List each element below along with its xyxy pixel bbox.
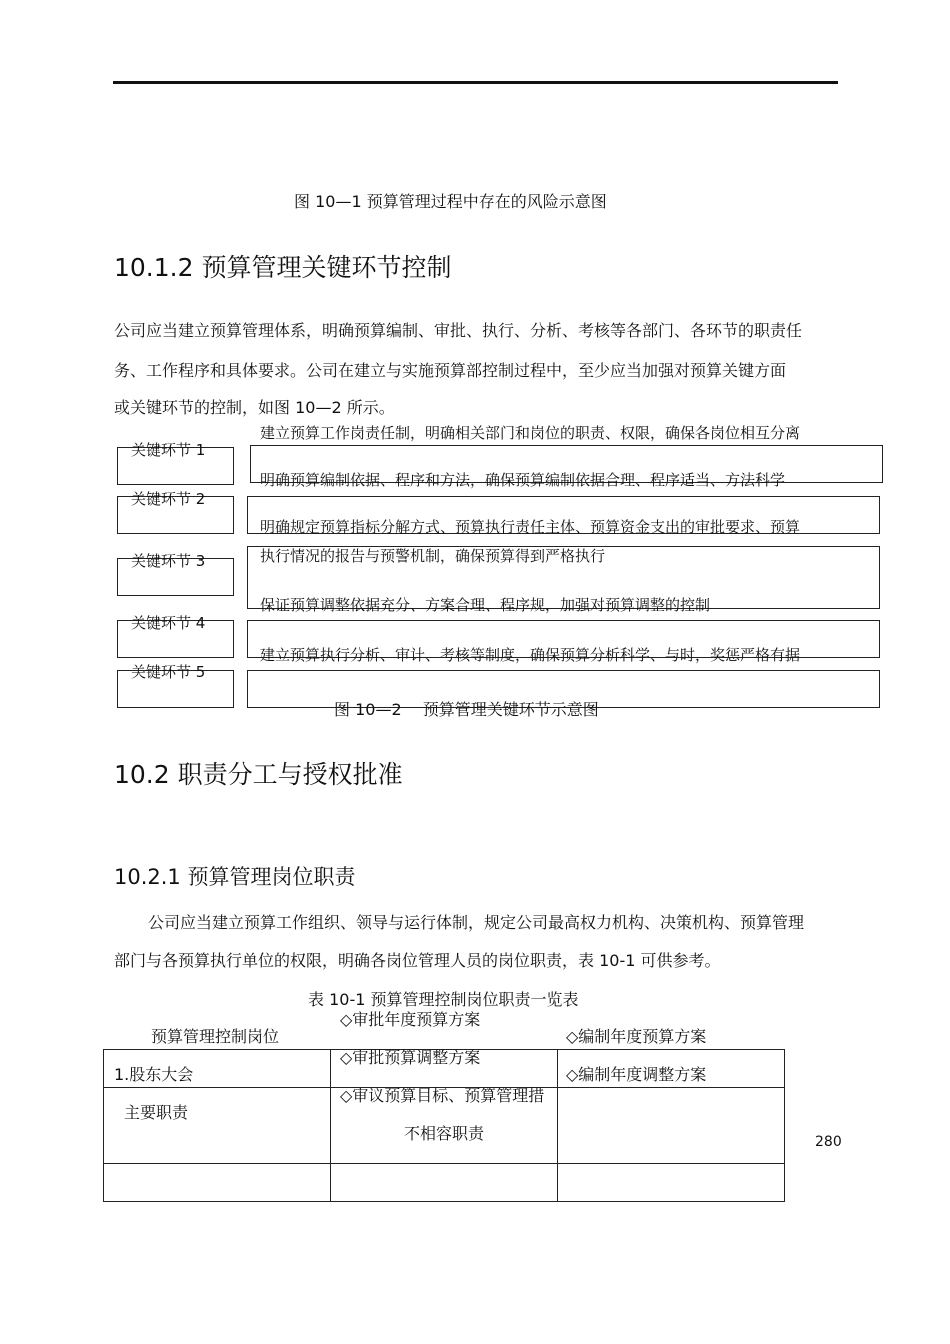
paragraph-2-line-1: 公司应当建立预算工作组织、领导与运行体制，规定公司最高权力机构、决策机构、预算管理 [148, 913, 805, 932]
step-3-desc-line-1: 明确规定预算指标分解方式、预算执行责任主体、预算资金支出的审批要求、预算 [260, 518, 801, 536]
table-rule-2 [103, 1163, 785, 1164]
section-heading-10-2-1: 10.2.1 预算管理岗位职责 [114, 865, 356, 889]
table-col-rule-1 [330, 1049, 331, 1202]
figure-1-caption: 图 10—1 预算管理过程中存在的风险示意图 [294, 192, 607, 211]
section-heading-10-2: 10.2 职责分工与授权批准 [114, 760, 403, 789]
step-4-label: 关键环节 4 [131, 614, 206, 632]
table-col3-item-2: ◇编制年度调整方案 [566, 1065, 707, 1084]
table-col-rule-right [784, 1049, 785, 1202]
step-1-label: 关键环节 1 [131, 441, 206, 459]
page-number: 280 [815, 1134, 842, 1150]
step-1-desc: 建立预算工作岗责任制，明确相关部门和岗位的职责、权限，确保各岗位相互分离 [260, 424, 801, 442]
paragraph-1-line-1: 公司应当建立预算管理体系，明确预算编制、审批、执行、分析、考核等各部门、各环节的职责任 [114, 321, 803, 340]
paragraph-1-line-3: 或关键环节的控制，如图 10—2 所示。 [114, 398, 395, 417]
step-3-desc-line-2: 执行情况的报告与预警机制，确保预算得到严格执行 [260, 547, 606, 565]
step-3-label: 关键环节 3 [131, 552, 206, 570]
step-2-desc: 明确预算编制依据、程序和方法，确保预算编制依据合理、程序适当、方法科学 [260, 471, 786, 489]
header-rule [113, 81, 838, 84]
paragraph-2-line-2: 部门与各预算执行单位的权限，明确各岗位管理人员的岗位职责，表 10-1 可供参考。 [114, 951, 721, 970]
table-cell-incompatible-duties: 不相容职责 [404, 1124, 485, 1143]
step-4-desc: 保证预算调整依据充分、方案合理、程序规，加强对预算调整的控制 [260, 596, 711, 614]
table-header-position: 预算管理控制岗位 [151, 1027, 280, 1046]
table-col-rule-left [103, 1049, 104, 1202]
table-col2-item-2: ◇审批预算调整方案 [340, 1048, 481, 1067]
step-2-label: 关键环节 2 [131, 490, 206, 508]
table-rule-bottom [103, 1201, 785, 1202]
step-5-label: 关键环节 5 [131, 663, 206, 681]
figure-2-caption: 图 10—2 预算管理关键环节示意图 [334, 700, 599, 719]
table-col2-item-1: ◇审批年度预算方案 [340, 1010, 481, 1029]
table-col-rule-2 [557, 1049, 558, 1202]
table-cell-shareholders: 1.股东大会 [114, 1065, 194, 1084]
section-heading-10-1-2: 10.1.2 预算管理关键环节控制 [114, 253, 452, 282]
step-5-desc: 建立预算执行分析、审计、考核等制度，确保预算分析科学、与时，奖惩严格有据 [260, 646, 801, 664]
paragraph-1-line-2: 务、工作程序和具体要求。公司在建立与实施预算部控制过程中，至少应当加强对预算关键方面 [114, 361, 787, 380]
table-col3-item-1: ◇编制年度预算方案 [566, 1027, 707, 1046]
table-title: 表 10-1 预算管理控制岗位职责一览表 [308, 990, 579, 1009]
table-col2-item-3: ◇审议预算目标、预算管理措 [340, 1086, 545, 1105]
table-cell-main-duties: 主要职责 [124, 1103, 189, 1122]
